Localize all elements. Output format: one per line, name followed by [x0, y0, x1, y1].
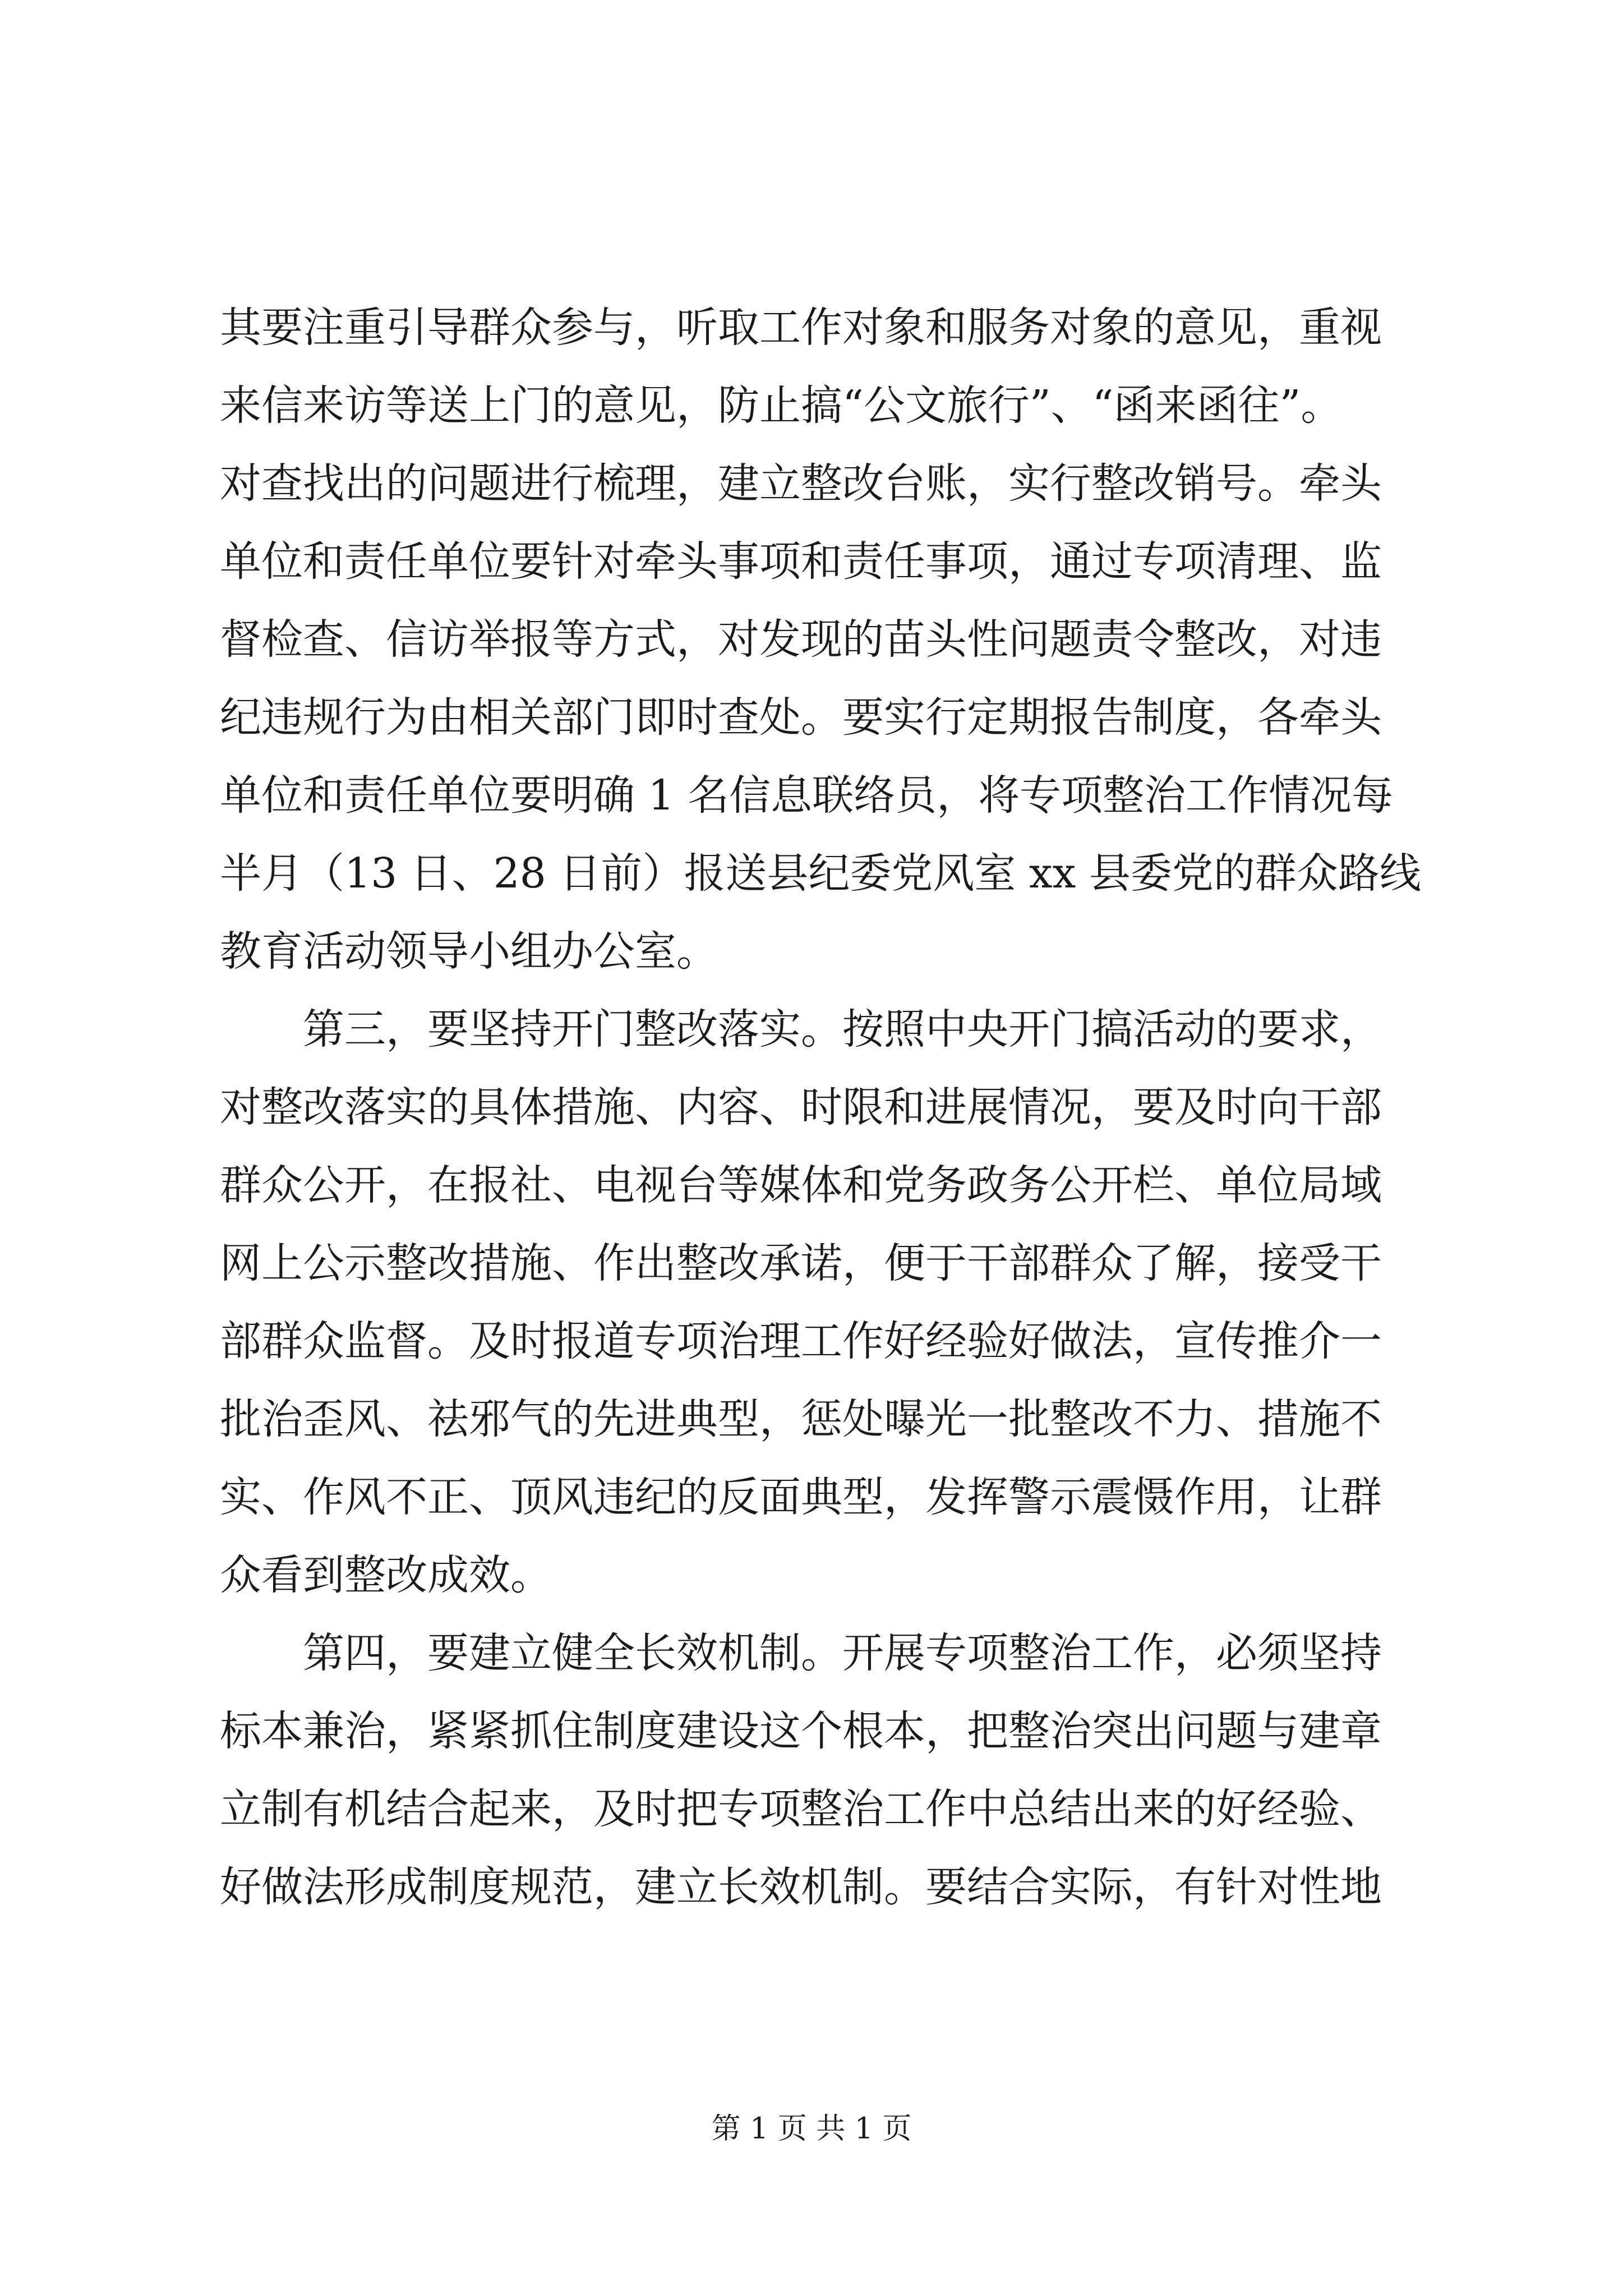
text-line: 单位和责任单位要明确 1 名信息联络员，将专项整治工作情况每	[220, 771, 1394, 820]
text-line: 对查找出的问题进行梳理，建立整改台账，实行整改销号。牵头	[220, 459, 1382, 508]
text-line: 群众公开，在报社、电视台等媒体和党务政务公开栏、单位局域	[220, 1161, 1382, 1209]
text-line: 对整改落实的具体措施、内容、时限和进展情况，要及时向干部	[220, 1083, 1382, 1131]
paragraph-start-line: 第四，要建立健全长效机制。开展专项整治工作，必须坚持	[303, 1629, 1382, 1677]
text-line: 实、作风不正、顶风违纪的反面典型，发挥警示震慑作用，让群	[220, 1473, 1382, 1521]
text-line: 其要注重引导群众参与，听取工作对象和服务对象的意见，重视	[220, 303, 1382, 352]
text-line: 标本兼治，紧紧抓住制度建设这个根本，把整治突出问题与建章	[220, 1707, 1382, 1755]
paragraph-start-line: 第三，要坚持开门整改落实。按照中央开门搞活动的要求，	[303, 1005, 1382, 1053]
text-line: 半月（13 日、28 日前）报送县纪委党风室 xx 县委党的群众路线	[220, 849, 1421, 898]
text-line: 部群众监督。及时报道专项治理工作好经验好做法，宣传推介一	[220, 1317, 1382, 1365]
text-line: 批治歪风、祛邪气的先进典型，惩处曝光一批整改不力、措施不	[220, 1395, 1382, 1443]
text-line: 网上公示整改措施、作出整改承诺，便于干部群众了解，接受干	[220, 1239, 1382, 1287]
document-body	[220, 289, 1434, 1926]
text-line: 立制有机结合起来，及时把专项整治工作中总结出来的好经验、	[220, 1785, 1382, 1833]
text-line: 单位和责任单位要针对牵头事项和责任事项，通过专项清理、监	[220, 537, 1382, 586]
text-line: 来信来访等送上门的意见，防止搞“公文旅行”、“函来函往”。	[220, 381, 1343, 430]
text-line: 纪违规行为由相关部门即时查处。要实行定期报告制度，各牵头	[220, 693, 1382, 742]
text-line: 众看到整改成效。	[220, 1551, 552, 1599]
text-line: 好做法形成制度规范，建立长效机制。要结合实际，有针对性地	[220, 1863, 1382, 1911]
text-line: 教育活动领导小组办公室。	[220, 927, 718, 976]
text-line: 督检查、信访举报等方式，对发现的苗头性问题责令整改，对违	[220, 615, 1382, 664]
page-number-footer: 第 1 页 共 1 页	[711, 2112, 912, 2146]
